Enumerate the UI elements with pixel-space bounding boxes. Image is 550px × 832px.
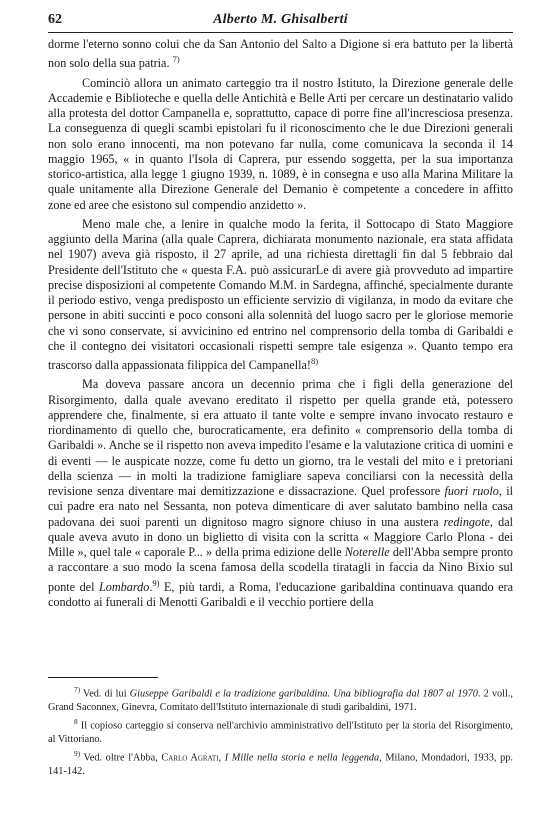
paragraph — [48, 377, 513, 610]
small-caps-run: Carlo Agrati — [161, 752, 219, 764]
text-run: . 2 voll., Grand Saconnex, Ginevra, Comitato dell'Istituto internazionale di studi garibaldini, 1971. — [48, 688, 513, 713]
text-run: Ved. oltre l'Abba, — [80, 752, 162, 764]
italic-run: Giuseppe Garibaldi e la tradizione garibaldina. Una bibliografia dal 1807 al 1970 — [129, 688, 478, 700]
footnote-divider — [48, 677, 158, 678]
note-reference: 8 — [74, 718, 78, 727]
text-run: , Milano, Mondadori, 1933, pp. 141-142. — [48, 752, 513, 778]
text-run: Il copioso carteggio si conserva nell'archivio amministrativo dell'Istituto per la storia del Risorgimento, al Vittoriano. — [48, 720, 513, 746]
text-run: , — [218, 752, 225, 764]
note-reference: 9) — [152, 577, 160, 588]
italic-run: Noterelle — [344, 545, 390, 560]
italic-run: redingote — [443, 514, 490, 529]
body-text — [48, 37, 513, 614]
footnote — [48, 716, 513, 746]
text-run: , dal quale aveva avuto in dono un biglietto di visita con la scritta « Maggiore Carlo Plona - dei Mille », quel tale « caporale P... » della prima edizione delle — [48, 514, 514, 560]
footnote — [48, 748, 513, 778]
text-run: E, più tardi, a Roma, l'educazione garibaldina continuava quando era condotto ai funerali di Menotti Garibaldi e il vecchio portiere della — [48, 579, 513, 609]
note-reference: 7) — [74, 686, 81, 694]
paragraph — [48, 217, 513, 374]
note-reference: 9) — [74, 750, 81, 759]
note-reference: 8) — [310, 356, 319, 367]
footnotes — [48, 684, 513, 781]
italic-run: I Mille nella storia e nella leggenda — [224, 752, 380, 764]
running-head: Alberto M. Ghisalberti — [213, 12, 348, 27]
text-run: , il cui padre era nato nel Sessanta, non poteva dimenticare di aver salutato bambino nella casa padovana dei suoi parenti un dignitoso magro signore chiuso in una austera — [48, 484, 513, 529]
italic-run: fuori ruolo — [444, 484, 499, 499]
italic-run: Lombardo — [98, 579, 150, 594]
text-run: dorme l'eterno sonno colui che da San Antonio del Salto a Digione si era battuto per la libertà non solo della sua patria. — [48, 37, 513, 71]
text-run: Cominciò allora un animato carteggio tra il nostro Istituto, la Direzione generale delle Accademie e Biblioteche e quella delle Antichità e Belle Arti per cercare un destinatario valido alla protesta del dottor Campanella e, soprattutto, capace di porre fine all'incresciosa presenza. La conseguenza di quegli scambi epistolari fu il riconoscimento che le due Direzioni generali non solo erano innocenti, ma non potevano far nulla, come comunicava la seconda il 14 maggio 1965, « in quanto l'Isola di Caprera, pur essendo soggetta, per la sua importanza storico-artistica, alla legge 1 giugno 1939, n. 1089, è in consegna e uso alla Marina Militare la quale unitamente alla Direzione Generale del Demanio è competente a concedere in affitto zone ed aree che esistono sul compendio anzidetto ». — [48, 75, 513, 212]
paragraph — [48, 76, 513, 213]
text-run: Ved. di lui — [80, 688, 130, 700]
paragraph — [48, 37, 513, 72]
text-run: Meno male che, a lenire in qualche modo la ferita, il Sottocapo di Stato Maggiore aggiunto della Marina (alla quale Caprera, dichiarata monumento nazionale, era stata affidata nel 1907) aveva già risposto, il 27 aprile, ad una richiesta direttagli fin dal 5 febbraio dal Presidente dell'Istituto che « questa F.A. può assicurarLe di avere già provveduto ad impartire precise disposizioni al competente Comando M.M. in Sardegna, affinché, specialmente durante il periodo estivo, venga predisposto un efficiente servizio di vigilanza, in modo da evitare che persone in abiti succinti e poco consoni alla solennità del luogo sacro per le gloriose memorie che vi sono conservate, si avvicinino ed entrino nel comprensorio della tomba di Garibaldi e che il contegno dei visitatori occasionali rispetti sempre tale esigenza ». Quanto tempo era trascorso dalla appassionata filippica del Campanella! — [48, 216, 513, 373]
page-number: 62 — [48, 12, 62, 27]
footnote — [48, 684, 513, 714]
text-run: Ma doveva passare ancora un decennio prima che i figli della generazione del Risorgimento, dalla quale avevano ereditato il rispetto per quella grande età, potessero apprendere che, finalmente, si era attuato il tante volte e sempre invano invocato restauro e riordinamento di quello che, burocraticamente, era definito « comprensorio della tomba di Garibaldi ». Anche se il rispetto non aveva impedito l'esame e la valutazione critica di uomini e di eventi — le auspicate nozze, come fu detto un giorno, tra le vestali del mito e i pretoriani della scienza — in molti la tradizione famigliare sapeva conciliarsi con la necessità della revisione senza diventare mai demitizzazione e dissacrazione. Quel professore — [48, 377, 513, 499]
note-reference: 7) — [172, 54, 180, 65]
text-run: dell'Abba sempre pronto a raccontare a suo modo la scena famosa della scodella tiratagli in faccia da Nino Bixio sul ponte del — [48, 545, 513, 594]
text-run: . — [149, 579, 153, 594]
page-header — [48, 10, 513, 33]
